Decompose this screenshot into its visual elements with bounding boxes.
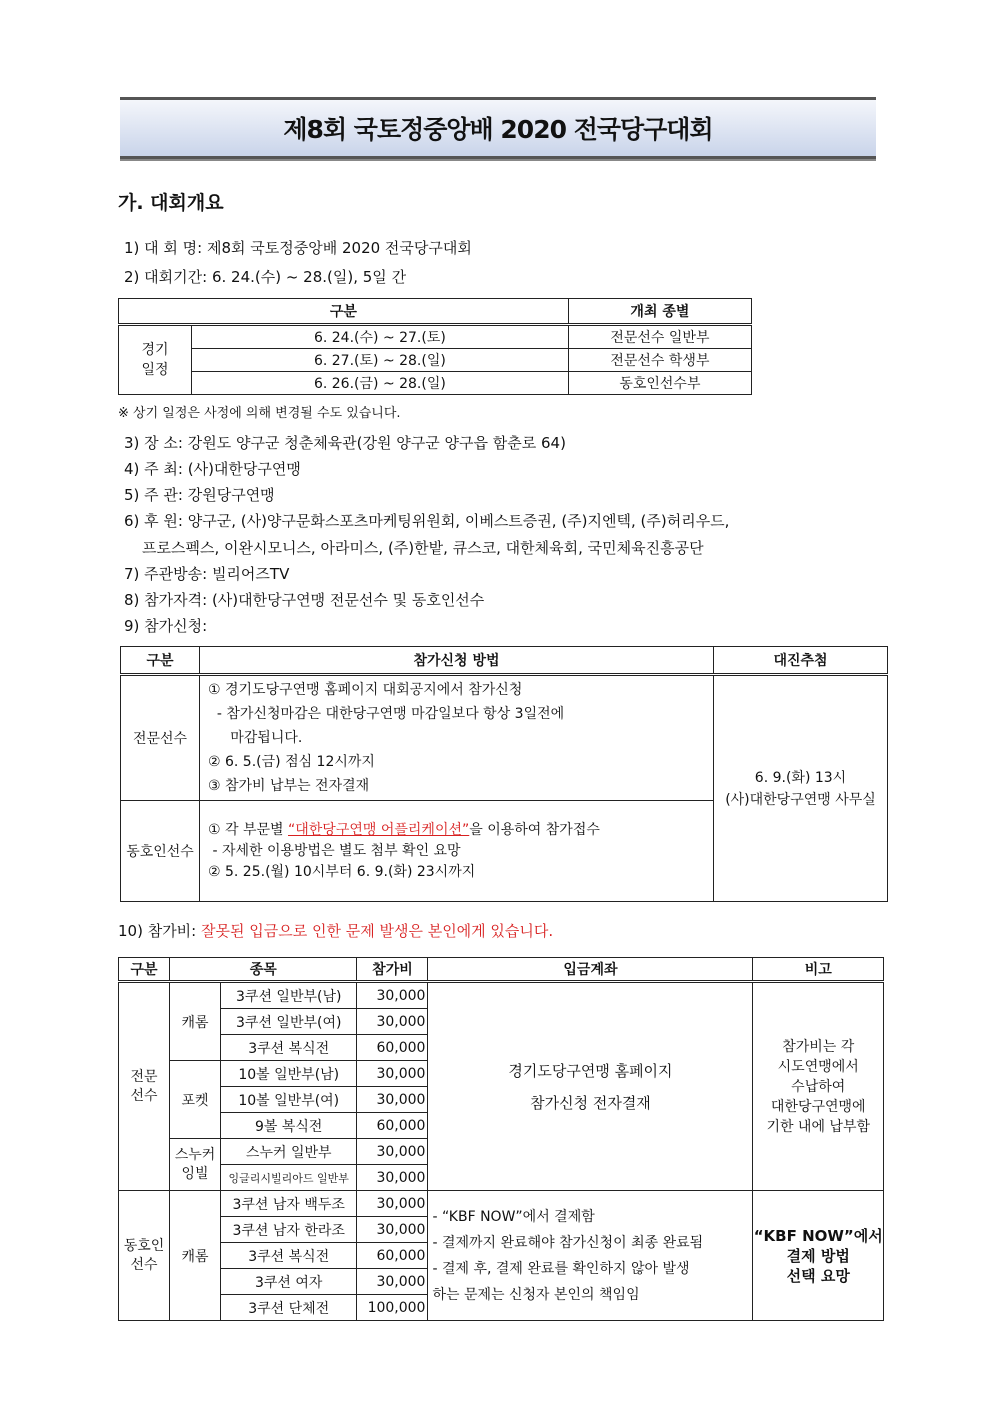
apply-amateur-text: 을 이용하여 참가접수 xyxy=(469,821,600,838)
fee-event: 10볼 일반부(여) xyxy=(221,1087,357,1113)
fee-header-account: 입금계좌 xyxy=(428,958,753,982)
fee-event: 3쿠션 남자 백두조 xyxy=(221,1191,357,1217)
schedule-date: 6. 26.(금) ~ 28.(일) xyxy=(192,372,569,395)
fee-header-category: 구분 xyxy=(119,958,170,982)
apply-pro-line: ① 경기도당구연맹 홈페이지 대회공지에서 참가신청 xyxy=(208,682,523,698)
fee-event: 3쿠션 남자 한라조 xyxy=(221,1217,357,1243)
fee-event: 3쿠션 단체전 xyxy=(221,1295,357,1321)
apply-amateur-method xyxy=(200,801,714,902)
fee-amount: 30,000 xyxy=(357,1009,428,1035)
apply-amateur-line: - 자세한 이용방법은 별도 첨부 확인 요망 xyxy=(208,842,461,859)
section-heading: 가. 대회개요 xyxy=(118,192,224,214)
item-6-continued: 프로스펙스, 이완시모니스, 아라미스, (주)한밭, 큐스코, 대한체육회, 국민체육진흥공단 xyxy=(142,539,704,557)
fee-amount: 30,000 xyxy=(357,1139,428,1165)
fee-amateur-note: “KBF NOW”에서 결제 방법 선택 요망 xyxy=(753,1191,884,1321)
apply-header-draw: 대진추첨 xyxy=(714,647,888,675)
amateur-account-line: - “KBF NOW”에서 결제함 xyxy=(432,1208,595,1225)
amateur-account-line: 하는 문제는 신청자 본인의 책임임 xyxy=(432,1286,640,1303)
apply-header-method: 참가신청 방법 xyxy=(200,647,714,675)
apply-amateur-line xyxy=(208,820,713,841)
fee-carom: 캐롬 xyxy=(170,982,221,1061)
fee-event: 9볼 복식전 xyxy=(221,1113,357,1139)
schedule-event: 전문선수 학생부 xyxy=(568,349,751,372)
apply-pro-method xyxy=(200,675,714,801)
schedule-group: 경기 일정 xyxy=(119,325,192,395)
apply-header-category: 구분 xyxy=(121,647,200,675)
item-5: 5) 주 관: 강원당구연맹 xyxy=(124,486,275,504)
fee-event: 3쿠션 일반부(남) xyxy=(221,982,357,1009)
fee-amount: 60,000 xyxy=(357,1113,428,1139)
schedule-date: 6. 27.(토) ~ 28.(일) xyxy=(192,349,569,372)
title-banner xyxy=(120,97,876,159)
fee-event: 스누커 일반부 xyxy=(221,1139,357,1165)
app-name: “대한당구연맹 어플리케이션” xyxy=(288,821,470,838)
apply-pro-line: 마감됩니다. xyxy=(208,730,303,746)
fee-event: 3쿠션 복식전 xyxy=(221,1243,357,1269)
apply-draw xyxy=(714,675,888,902)
fee-header-fee: 참가비 xyxy=(357,958,428,982)
schedule-event: 전문선수 일반부 xyxy=(568,325,751,349)
fee-pro-note: 참가비는 각 시도연맹에서 수납하여 대한당구연맹에 기한 내에 납부함 xyxy=(753,982,884,1191)
item-3: 3) 장 소: 강원도 양구군 청춘체육관(강원 양구군 양구읍 함춘로 64) xyxy=(124,434,566,452)
apply-amateur-label: 동호인선수 xyxy=(121,801,200,902)
fee-amount: 30,000 xyxy=(357,1269,428,1295)
fee-amateur-account xyxy=(428,1191,753,1321)
fee-event: 3쿠션 여자 xyxy=(221,1269,357,1295)
draw-place: (사)대한당구연맹 사무실 xyxy=(725,791,876,808)
schedule-header-event: 개최 종별 xyxy=(568,299,751,325)
amateur-account-line: - 결제 후, 결제 완료를 확인하지 않아 발생 xyxy=(432,1260,690,1277)
apply-pro-line: ② 6. 5.(금) 점심 12시까지 xyxy=(208,754,375,770)
application-table xyxy=(120,646,888,902)
page-title: 제8회 국토정중앙배 2020 전국당구대회 xyxy=(283,115,713,144)
fee-snooker: 스누커 잉빌 xyxy=(170,1139,221,1191)
fee-pro-group: 전문 선수 xyxy=(119,982,170,1191)
fee-pro-account xyxy=(428,982,753,1191)
fee-amount: 30,000 xyxy=(357,982,428,1009)
item-2: 2) 대회기간: 6. 24.(수) ~ 28.(일), 5일 간 xyxy=(124,268,407,286)
fee-amount: 30,000 xyxy=(357,1165,428,1191)
item-6: 6) 후 원: 양구군, (사)양구문화스포츠마케팅위원회, 이베스트증권, (주)지엔텍, (주)허리우드, xyxy=(124,512,730,530)
apply-pro-line: - 참가신청마감은 대한당구연맹 마감일보다 항상 3일전에 xyxy=(208,706,565,722)
draw-time: 6. 9.(화) 13시 xyxy=(754,769,847,786)
fee-event: 10볼 일반부(남) xyxy=(221,1061,357,1087)
schedule-note: ※ 상기 일정은 사정에 의해 변경될 수도 있습니다. xyxy=(118,406,401,421)
pro-account-line: 경기도당구연맹 홈페이지 xyxy=(508,1061,673,1080)
fee-amount: 30,000 xyxy=(357,1087,428,1113)
fee-header-note: 비고 xyxy=(753,958,884,982)
schedule-table xyxy=(118,298,752,395)
fee-amount: 30,000 xyxy=(357,1217,428,1243)
item-4: 4) 주 최: (사)대한당구연맹 xyxy=(124,460,301,478)
fee-amount: 60,000 xyxy=(357,1243,428,1269)
fee-pocket: 포켓 xyxy=(170,1061,221,1139)
fee-amateur-carom: 캐롬 xyxy=(170,1191,221,1321)
item-8: 8) 참가자격: (사)대한당구연맹 전문선수 및 동호인선수 xyxy=(124,591,485,609)
item-7: 7) 주관방송: 빌리어즈TV xyxy=(124,565,290,583)
fee-amount: 30,000 xyxy=(357,1191,428,1217)
fee-header-event: 종목 xyxy=(170,958,357,982)
fee-heading xyxy=(118,920,553,941)
fee-amount: 100,000 xyxy=(357,1295,428,1321)
apply-pro-label: 전문선수 xyxy=(121,675,200,801)
fee-amount: 30,000 xyxy=(357,1061,428,1087)
apply-pro-line: ③ 참가비 납부는 전자결재 xyxy=(208,778,370,794)
schedule-date: 6. 24.(수) ~ 27.(토) xyxy=(192,325,569,349)
amateur-account-line: - 결제까지 완료해야 참가신청이 최종 완료됨 xyxy=(432,1234,704,1251)
fee-warning: 잘못된 입금으로 인한 문제 발생은 본인에게 있습니다. xyxy=(201,922,554,940)
pro-account-line: 참가신청 전자결재 xyxy=(530,1093,651,1112)
fee-event: 3쿠션 일반부(여) xyxy=(221,1009,357,1035)
schedule-header-category: 구분 xyxy=(119,299,569,325)
apply-amateur-text: ① 각 부문별 xyxy=(208,821,288,838)
apply-amateur-line: ② 5. 25.(월) 10시부터 6. 9.(화) 23시까지 xyxy=(208,863,476,880)
fee-table xyxy=(118,957,884,1321)
item-1: 1) 대 회 명: 제8회 국토정중앙배 2020 전국당구대회 xyxy=(124,239,472,257)
item-9: 9) 참가신청: xyxy=(124,617,208,635)
fee-amount: 60,000 xyxy=(357,1035,428,1061)
fee-amateur-group: 동호인 선수 xyxy=(119,1191,170,1321)
schedule-event: 동호인선수부 xyxy=(568,372,751,395)
fee-event: 잉글리시빌리아드 일반부 xyxy=(221,1165,357,1191)
fee-event: 3쿠션 복식전 xyxy=(221,1035,357,1061)
fee-label: 10) 참가비: xyxy=(118,922,201,940)
